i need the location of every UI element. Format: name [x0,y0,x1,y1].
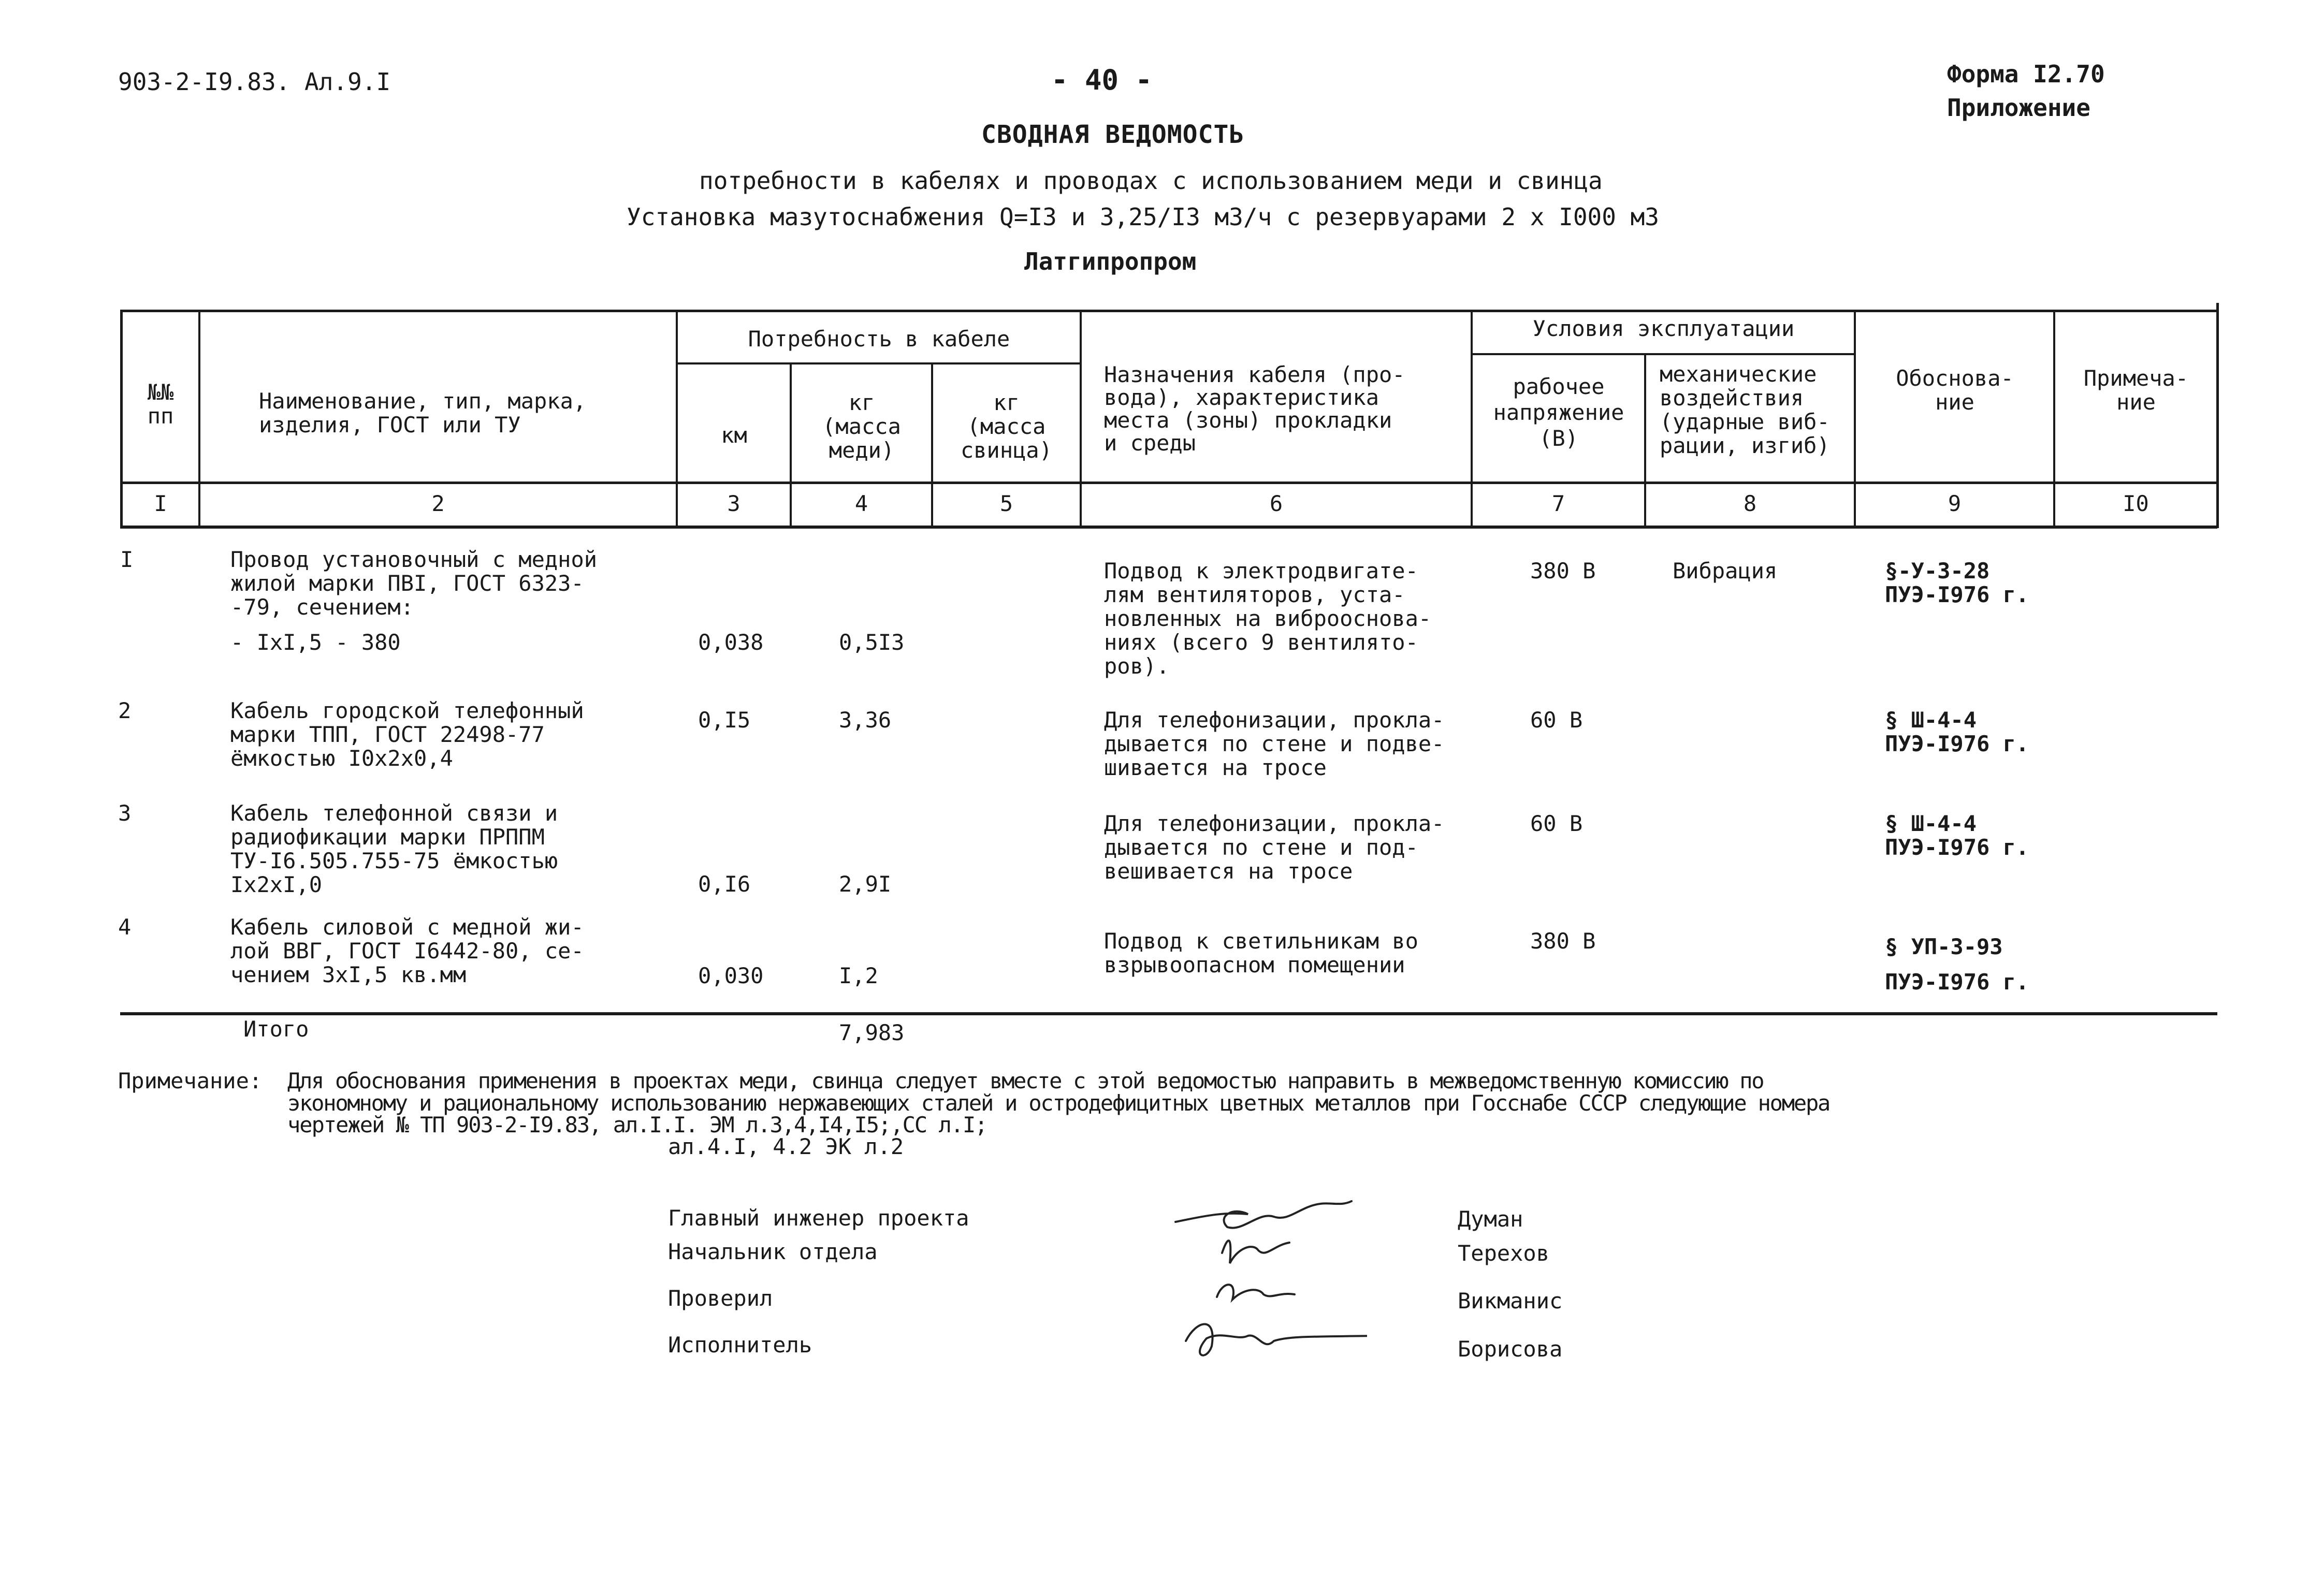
row-purpose: Подвод к электродвигате- лям вентиляторов, уста- новленных на виброоснова- ниях (всего 9 вентилято- ров). [1104,558,1432,679]
row-name: Кабель телефонной связи и радиофикации марки ПРППМ ТУ-I6.505.755-75 ёмкостью Ix2xI,0 [230,800,558,897]
row-kg-copper: 2,9I [839,871,892,897]
signature-name: Терехов [1458,1241,1550,1266]
row-purpose: Для телефонизации, прокла- дывается по стене и под- вешивается на тросе [1104,811,1445,884]
row-kg-copper: I,2 [839,963,878,988]
header-conditions-group: Условия эксплуатации [1532,316,1795,341]
col-number-7: 7 [1551,491,1565,516]
note-line-1: Для обоснования применения в проектах меди, свинца следует вместе с этой ведомостью направить в межведомственную комиссию по [287,1068,1764,1093]
row-voltage: 60 В [1530,811,1583,836]
subtitle-line-2: Установка мазутоснабжения Q=I3 и 3,25/I3 м3/ч с резервуарами 2 х I000 м3 [627,203,1659,231]
note-line-3: чертежей № ТП 903-2-I9.83, ал.I.I. ЭМ л.3,4,I4,I5;,СС л.I; [287,1112,987,1137]
page-number: - 40 - [1051,64,1153,96]
row-name: Кабель городской телефонный марки ТПП, ГОСТ 22498-77 ёмкостью I0x2x0,4 [230,698,584,771]
row-justification: § Ш-4-4 ПУЭ-I976 г. [1885,811,2029,860]
header-purpose: Назначения кабеля (про- вода), характеристика места (зоны) прокладки и среды [1104,362,1405,456]
note-line-2: экономному и рациональному использованию нержавеющих сталей и остродефицитных цветных металлов при Госснабе СССР следующие номера [287,1090,1830,1116]
col-number-9: 9 [1948,491,1962,516]
col-number-1: I [154,491,167,516]
subtitle-line-1: потребности в кабелях и проводах с использованием меди и свинца [699,167,1603,195]
header-need-group: Потребность в кабеле [748,326,1010,352]
row-justification: §-У-3-28 ПУЭ-I976 г. [1885,558,2029,607]
organization-name: Латгипропром [1024,247,1197,275]
row-voltage: 380 В [1530,928,1596,954]
col-number-3: 3 [727,491,740,516]
row-kg-copper: 0,5I3 [839,630,905,655]
row-purpose: Для телефонизации, прокла- дывается по стене и подве- шивается на тросе [1104,707,1445,780]
row-number: I [120,547,134,572]
row-voltage: 380 В [1530,558,1596,584]
signature-role: Проверил [668,1286,773,1311]
signature-role: Главный инженер проекта [668,1205,969,1231]
note-line-4: ал.4.I, 4.2 ЭК л.2 [668,1134,904,1159]
col-number-6: 6 [1269,491,1283,516]
col-number-5: 5 [999,491,1013,516]
signature-role: Начальник отдела [668,1239,878,1264]
header-voltage: рабочее напряжение (В) [1493,374,1624,451]
row-purpose: Подвод к светильникам во взрывоопасном помещении [1104,928,1418,978]
row-voltage: 60 В [1530,707,1583,733]
row-mechanical: Вибрация [1673,558,1778,584]
row-number: 2 [118,698,132,723]
header-kg-lead: кг (масса свинца) [960,390,1052,463]
row-kg-copper: 3,36 [839,707,892,733]
col-number-2: 2 [431,491,445,516]
signature-name: Викманис [1458,1288,1563,1314]
signature-name: Думан [1458,1206,1523,1232]
total-value: 7,983 [839,1020,905,1045]
header-mechanical: механические воздействия (ударные виб- рации, изгиб) [1660,361,1830,458]
row-km: 0,I6 [698,871,751,897]
row-km: 0,038 [698,630,764,655]
header-number: №№ пп [147,380,174,429]
row-number: 3 [118,800,132,826]
signature-name: Борисова [1458,1336,1563,1362]
header-justification: Обоснова- ние [1896,366,2014,415]
document-title: СВОДНАЯ ВЕДОМОСТЬ [981,120,1245,149]
header-name: Наименование, тип, марка, изделия, ГОСТ или ТУ [259,388,587,437]
row-justification: § УП-3-93 ПУЭ-I976 г. [1885,934,2029,995]
row-number: 4 [118,914,132,940]
appendix-label: Приложение [1947,94,2090,122]
row-km: 0,030 [698,963,764,988]
row-name: Провод установочный с медной жилой марки ПВI, ГОСТ 6323- -79, сечением: [230,547,598,620]
col-number-4: 4 [854,491,868,516]
doc-code: 903-2-I9.83. Ал.9.I [118,68,391,96]
handwritten-signature [1170,1186,1367,1382]
row-km: 0,I5 [698,707,751,733]
col-number-8: 8 [1743,491,1757,516]
note-label: Примечание: [118,1068,263,1093]
header-note: Примеча- ние [2083,366,2189,415]
row-name-sub: - IxI,5 - 380 [230,630,401,655]
row-name: Кабель силовой с медной жи- лой ВВГ, ГОСТ I6442-80, се- чением 3xI,5 кв.мм [230,914,584,987]
signature-role: Исполнитель [668,1332,812,1358]
row-justification: § Ш-4-4 ПУЭ-I976 г. [1885,707,2029,756]
header-km: км [721,422,747,448]
col-number-10: I0 [2123,491,2149,516]
form-label: Форма I2.70 [1947,60,2105,88]
header-kg-copper: кг (масса меди) [822,390,901,463]
total-label: Итого [243,1016,309,1042]
